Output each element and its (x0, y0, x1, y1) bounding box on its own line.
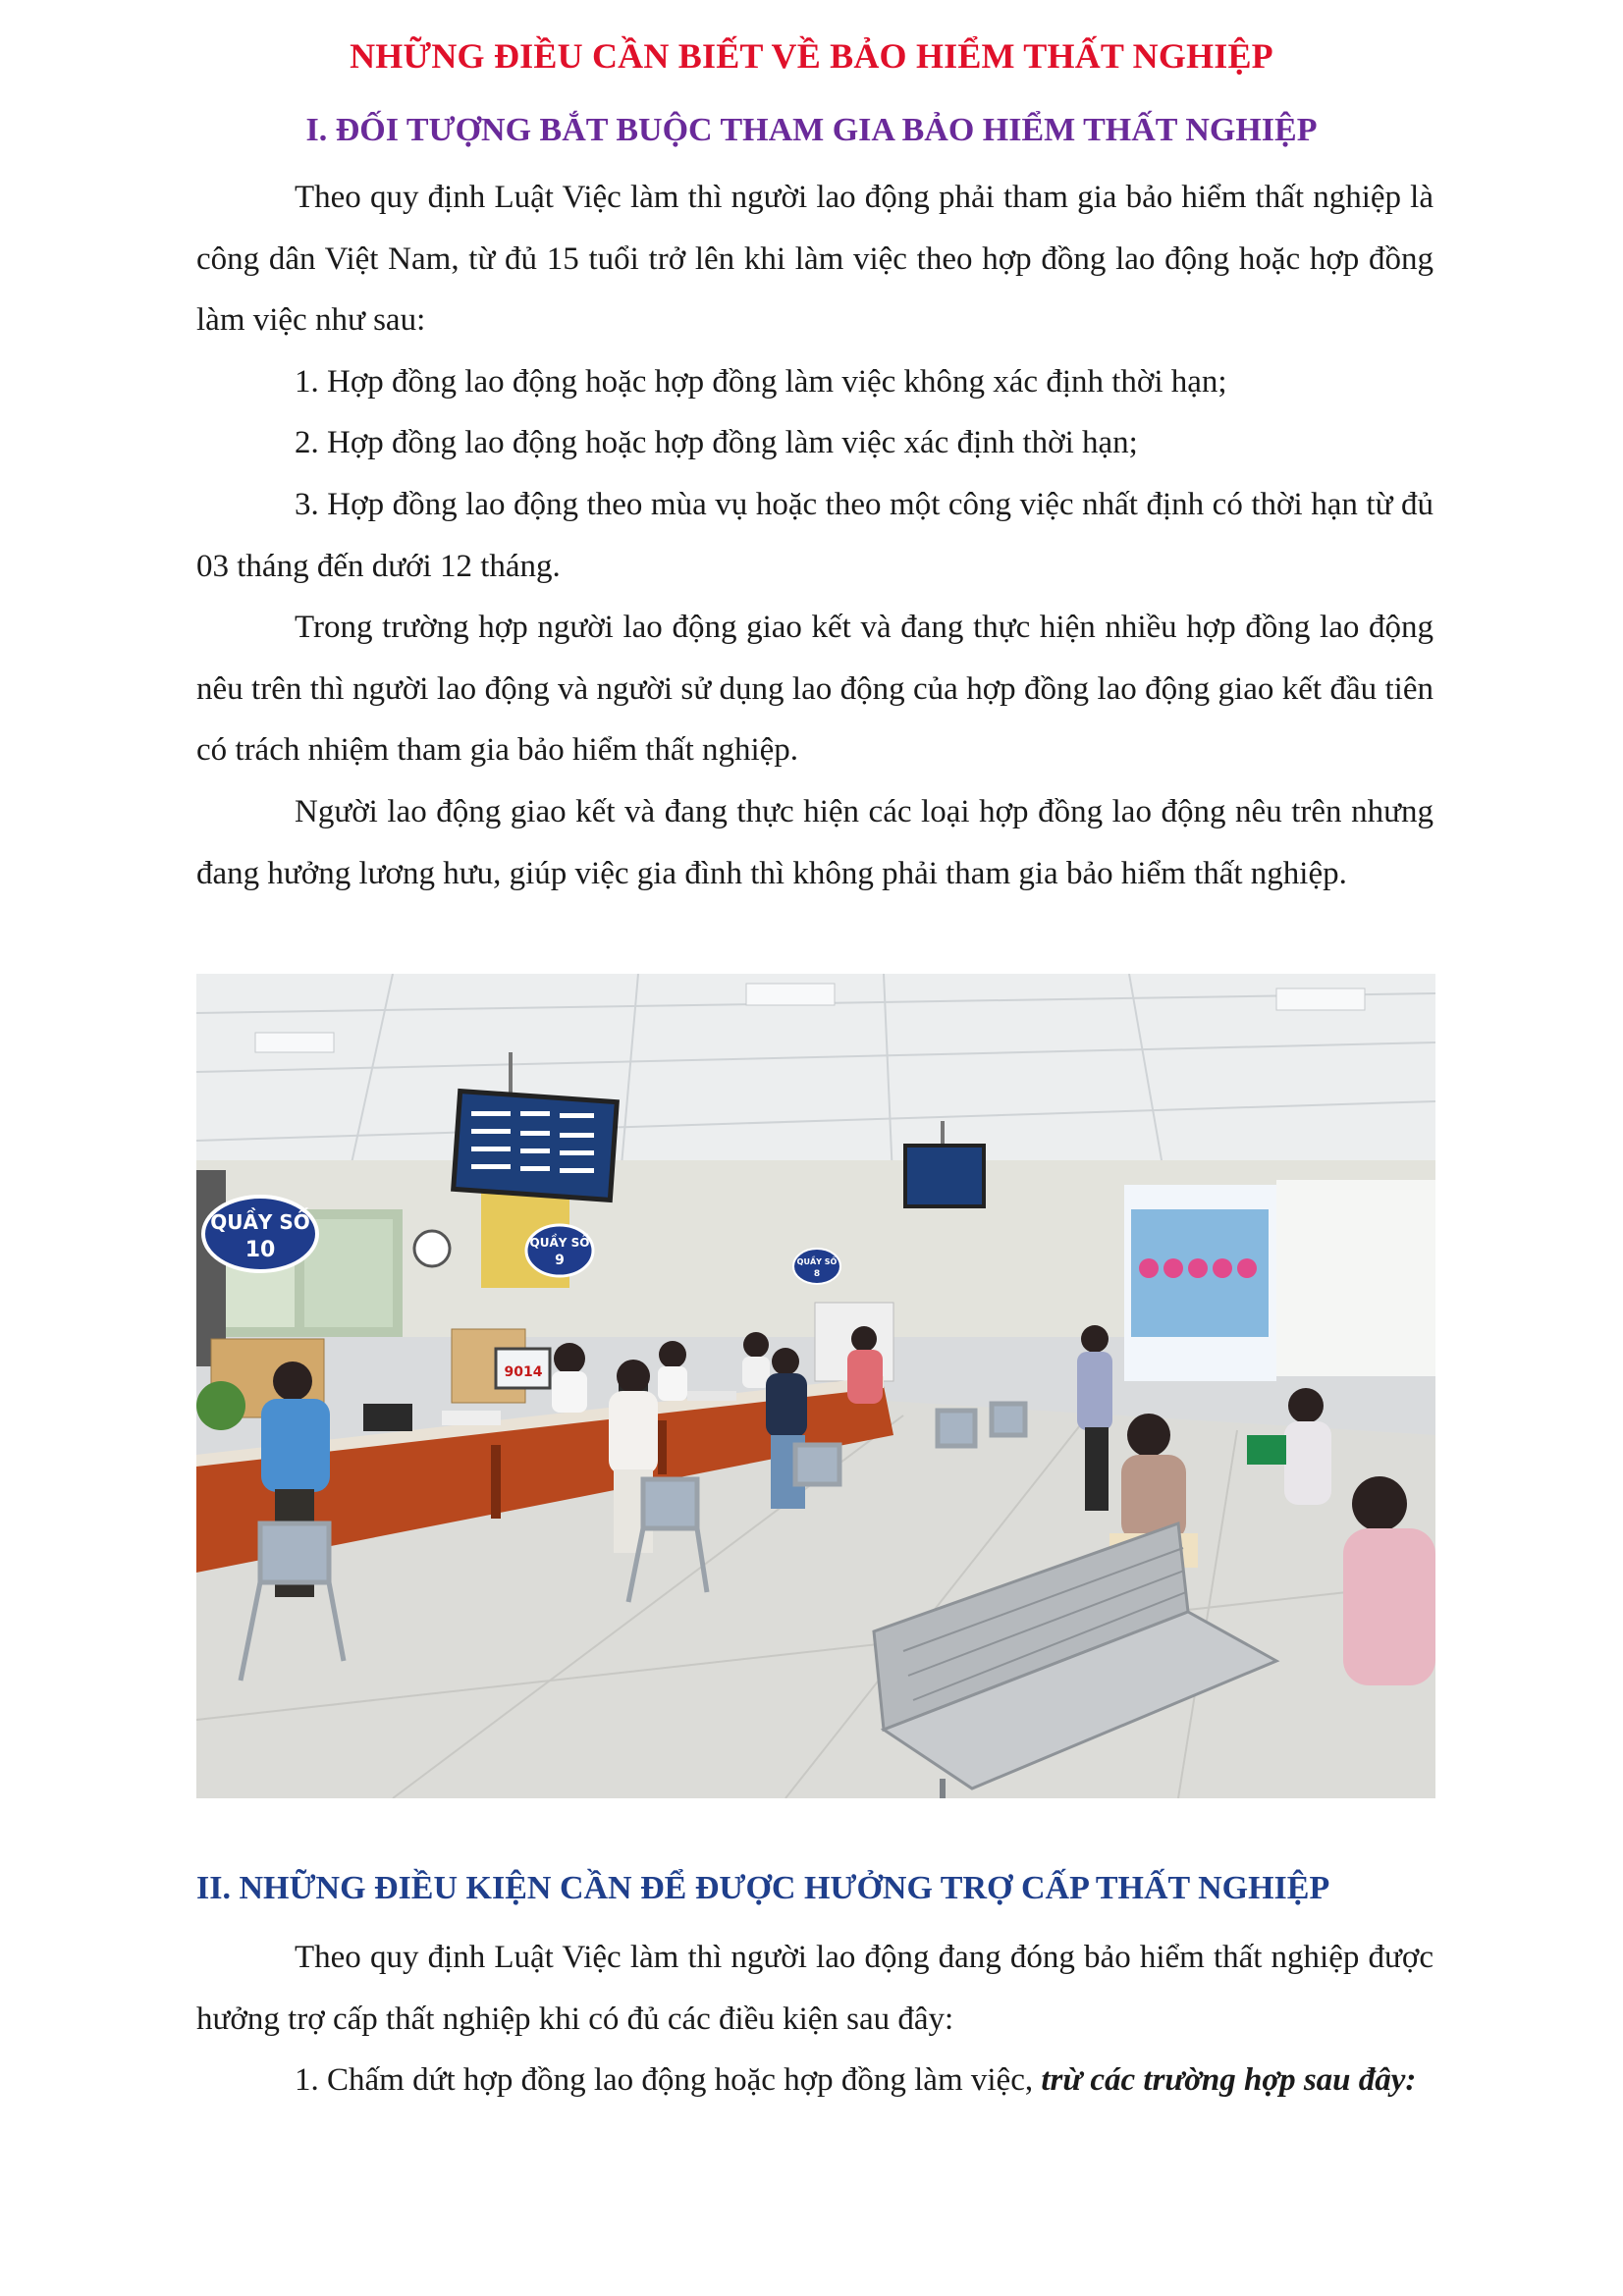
section2-list-item-1-emphasis: trừ các trường hợp sau đây: (1041, 2062, 1417, 2098)
section2-heading: II. NHỮNG ĐIỀU KIỆN CẦN ĐỂ ĐƯỢC HƯỞNG TRỢ CẤP THẤT NGHIỆP (196, 1870, 1330, 1906)
section1-heading: I. ĐỐI TƯỢNG BẮT BUỘC THAM GIA BẢO HIỂM THẤT NGHIỆP (305, 112, 1318, 148)
section1-list-item-3: 3. Hợp đồng lao động theo mùa vụ hoặc theo một công việc nhất định có thời hạn từ đủ 03 tháng đến dưới 12 tháng. (196, 487, 1434, 584)
office-photo (196, 974, 1435, 1798)
office-photo-illustration (196, 974, 1435, 1798)
section1-list-item-1: 1. Hợp đồng lao động hoặc hợp đồng làm việc không xác định thời hạn; (295, 364, 1227, 400)
sign-label-10: QUẦY SỐ (210, 1210, 310, 1234)
sign-label-9: QUẦY SỐ (529, 1236, 590, 1250)
sign-number-9: 9 (555, 1253, 565, 1268)
sign-number-10: 10 (244, 1238, 276, 1262)
section2-list-item-1: 1. Chấm dứt hợp đồng lao động hoặc hợp đồng làm việc, trừ các trường hợp sau đây: (295, 2062, 1417, 2098)
sign-number-8: 8 (813, 1269, 821, 1279)
section1-paragraph-3: Người lao động giao kết và đang thực hiện các loại hợp đồng lao động nêu trên nhưng đang hưởng lương hưu, giúp việc gia đình thì không phải tham gia bảo hiểm thất nghiệp. (196, 794, 1434, 891)
section1-paragraph-2: Trong trường hợp người lao động giao kết và đang thực hiện nhiều hợp đồng lao động nêu trên thì người lao động và người sử dụng lao động của hợp đồng lao động giao kết đầu tiên có trách nhiệm tham gia bảo hiểm thất nghiệp. (196, 610, 1434, 768)
document-title: NHỮNG ĐIỀU CẦN BIẾT VỀ BẢO HIỂM THẤT NGHIỆP (350, 36, 1273, 76)
section1-list-item-2: 2. Hợp đồng lao động hoặc hợp đồng làm việc xác định thời hạn; (295, 425, 1138, 460)
sign-label-8: QUẦY SỐ (796, 1257, 838, 1266)
section1-paragraph-1: Theo quy định Luật Việc làm thì người lao động phải tham gia bảo hiểm thất nghiệp là công dân Việt Nam, từ đủ 15 tuổi trở lên khi làm việc theo hợp đồng lao động hoặc hợp đồng làm việc như sau: (196, 180, 1434, 338)
section2-paragraph-1: Theo quy định Luật Việc làm thì người lao động đang đóng bảo hiểm thất nghiệp được hưởng trợ cấp thất nghiệp khi có đủ các điều kiện sau đây: (196, 1940, 1434, 2037)
counter-display-number: 9014 (504, 1364, 543, 1380)
